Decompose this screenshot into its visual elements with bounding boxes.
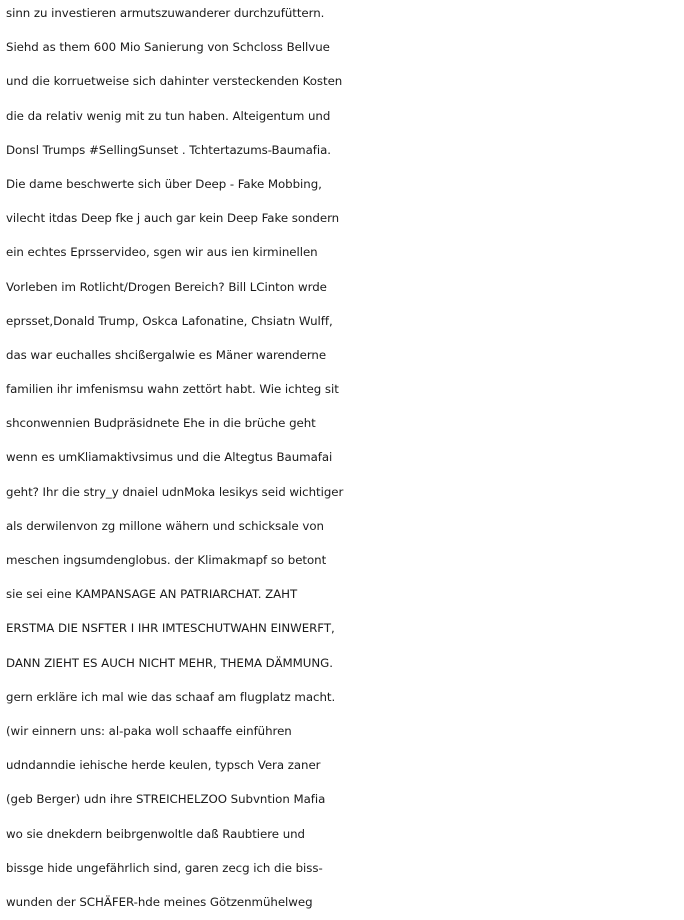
text-line: und die korruetweise sich dahinter versteckenden Kosten bbox=[6, 74, 343, 89]
text-line: eprsset,Donald Trump, Oskca Lafonatine, Chsiatn Wulff, bbox=[6, 313, 333, 328]
text-line: wenn es umKliamaktivsimus und die Altegtus Baumafai bbox=[6, 450, 333, 465]
text-line: Siehd as them 600 Mio Sanierung von Schcloss Bellvue bbox=[6, 40, 330, 55]
text-line: wunden der SCHÄFER-hde meines Götzenmühelweg bbox=[6, 894, 313, 909]
text-line: ein echtes Eprsservideo, sgen wir aus ien kirminellen bbox=[6, 245, 318, 260]
text-line: als derwilenvon zg millone wähern und schicksale von bbox=[6, 518, 324, 533]
text-line: das war euchalles shcißergalwie es Mäner warenderne bbox=[6, 347, 327, 362]
text-line: (wir einnern uns: al-paka woll schaaffe einführen bbox=[6, 723, 292, 738]
text-line: familien ihr imfenismsu wahn zettört habt. Wie ichteg sit bbox=[6, 382, 339, 397]
body-text bbox=[6, 0, 682, 919]
text-line: sinn zu investieren armutszuwanderer durchzufüttern. bbox=[6, 6, 325, 20]
text-line: shconwennien Budpräsidnete Ehe in die brüche geht bbox=[6, 416, 316, 431]
text-line: Die dame beschwerte sich über Deep - Fake Mobbing, bbox=[6, 176, 322, 191]
text-line: gern erkläre ich mal wie das schaaf am flugplatz macht. bbox=[6, 689, 336, 704]
text-line: Vorleben im Rotlicht/Drogen Bereich? Bill LCinton wrde bbox=[6, 279, 327, 294]
text-line: (geb Berger) udn ihre STREICHELZOO Subvntion Mafia bbox=[6, 792, 326, 807]
text-line: ERSTMA DIE NSFTER I IHR IMTESCHUTWAHN EINWERFT, bbox=[6, 621, 335, 636]
text-line: DANN ZIEHT ES AUCH NICHT MEHR, THEMA DÄMMUNG. bbox=[6, 655, 333, 670]
text-line: die da relativ wenig mit zu tun haben. Alteigentum und bbox=[6, 108, 331, 123]
text-line: wo sie dnekdern beibrgenwoltle daß Raubtiere und bbox=[6, 826, 305, 841]
text-line: vilecht itdas Deep fke j auch gar kein Deep Fake sondern bbox=[6, 211, 340, 226]
text-line: sie sei eine KAMPANSAGE AN PATRIARCHAT. ZAHT bbox=[6, 587, 298, 602]
text-line: bissge hide ungefährlich sind, garen zecg ich die biss- bbox=[6, 860, 323, 875]
text-line: geht? Ihr die stry_y dnaiel udnMoka lesikys seid wichtiger bbox=[6, 484, 344, 499]
text-line: udndanndie iehische herde keulen, typsch Vera zaner bbox=[6, 758, 321, 773]
text-line: Donsl Trumps #SellingSunset . Tchtertazums-Baumafia. bbox=[6, 142, 331, 157]
text-line: meschen ingsumdenglobus. der Klimakmapf so betont bbox=[6, 553, 327, 567]
